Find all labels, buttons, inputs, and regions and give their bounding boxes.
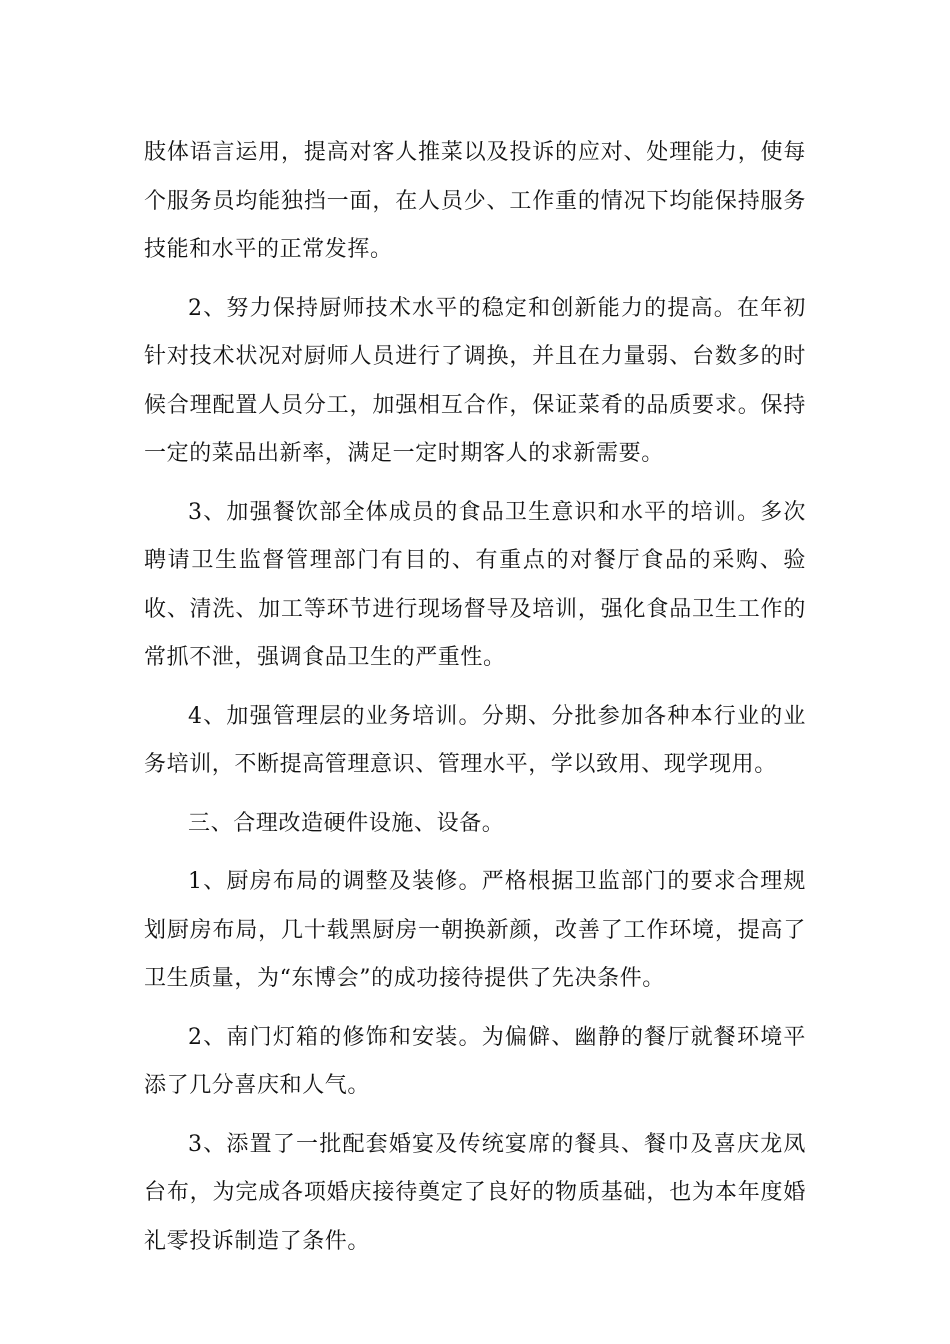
paragraph-3: 3、加强餐饮部全体成员的食品卫生意识和水平的培训。多次聘请卫生监督管理部门有目的、有重点的对餐厅食品的采购、验收、清洗、加工等环节进行现场督导及培训，强化食品卫生工作的常抓不泄，强调食品卫生的严重性。 (144, 499, 806, 670)
paragraph-2: 2、努力保持厨师技术水平的稳定和创新能力的提高。在年初针对技术状况对厨师人员进行了调换，并且在力量弱、台数多的时候合理配置人员分工，加强相互合作，保证菜肴的品质要求。保持一定的菜品出新率，满足一定时期客人的求新需要。 (144, 295, 806, 466)
paragraph-4: 4、加强管理层的业务培训。分期、分批参加各种本行业的业务培训，不断提高管理意识、管理水平，学以致用、现学现用。 (144, 703, 806, 777)
section-heading-3: 三、合理改造硬件设施、设备。 (188, 810, 505, 836)
paragraph-1: 肢体语言运用，提高对客人推菜以及投诉的应对、处理能力，使每个服务员均能独挡一面，在人员少、工作重的情况下均能保持服务技能和水平的正常发挥。 (144, 140, 806, 262)
paragraph-6: 2、南门灯箱的修饰和安装。为偏僻、幽静的餐厅就餐环境平添了几分喜庆和人气。 (144, 1024, 806, 1098)
paragraph-5: 1、厨房布局的调整及装修。严格根据卫监部门的要求合理规划厨房布局，几十载黑厨房一朝换新颜，改善了工作环境，提高了卫生质量，为“东博会”的成功接待提供了先决条件。 (144, 869, 806, 991)
paragraph-7: 3、添置了一批配套婚宴及传统宴席的餐具、餐巾及喜庆龙凤台布，为完成各项婚庆接待奠定了良好的物质基础，也为本年度婚礼零投诉制造了条件。 (144, 1131, 806, 1254)
document-body (144, 129, 806, 1276)
